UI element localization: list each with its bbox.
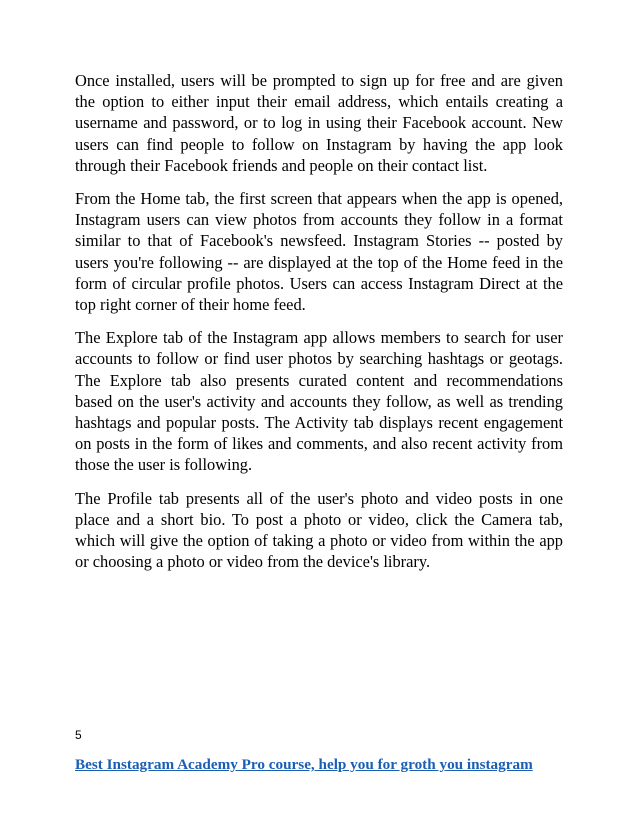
footer-course-link[interactable]: Best Instagram Academy Pro course, help you for groth you instagram (75, 756, 533, 773)
paragraph-profile-tab: The Profile tab presents all of the user's photo and video posts in one place and a short bio. To post a photo or video, click the Camera tab, which will give the option of taking a photo or video from within the app or choosing a photo or video from the device's library. (75, 488, 563, 572)
page-number: 5 (75, 728, 82, 742)
paragraph-signup: Once installed, users will be prompted to sign up for free and are given the option to either input their email address, which entails creating a username and password, or to log in using their Facebook account. New users can find people to follow on Instagram by having the app look through their Facebook friends and people on their contact list. (75, 71, 563, 175)
paragraph-home-tab: From the Home tab, the first screen that appears when the app is opened, Instagram users can view photos from accounts they follow in a format similar to that of Facebook's newsfeed. Instagram Stories -- posted by users you're following -- are displayed at the top of the Home feed in the form of circular profile photos. Users can access Instagram Direct at the top right corner of their home feed. (75, 189, 563, 315)
body-text (75, 70, 563, 584)
paragraph-explore-tab: The Explore tab of the Instagram app allows members to search for user accounts to follow or find user photos by searching hashtags or geotags. The Explore tab also presents curated content and recommendations based on the user's activity and accounts they follow, as well as trending hashtags and popular posts. The Activity tab displays recent engagement on posts in the form of likes and comments, and also recent activity from those the user is following. (75, 328, 563, 475)
